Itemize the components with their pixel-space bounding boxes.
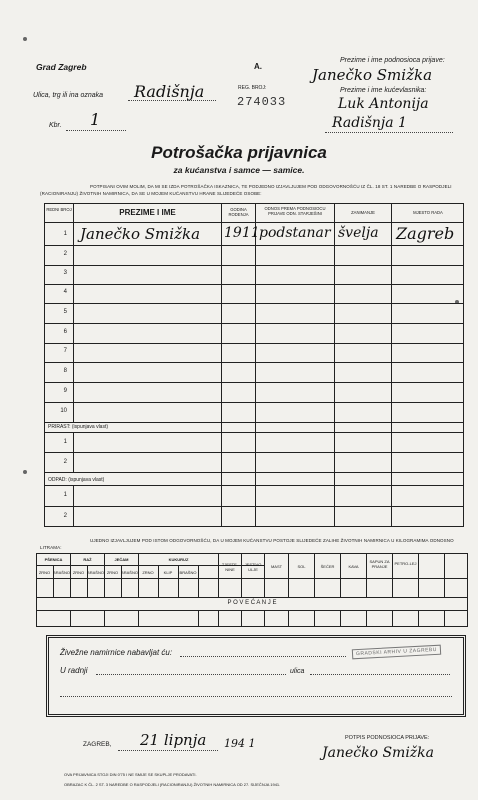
prirast-row-number: 1 xyxy=(63,439,67,445)
street-subline xyxy=(310,674,450,675)
reg-number: 274033 xyxy=(237,95,287,109)
shop-label: U radnji xyxy=(60,666,88,675)
odpad-row-number: 1 xyxy=(63,492,67,498)
form-title: Potrošačka prijavnica xyxy=(151,143,327,162)
stock-header-sol: SOL xyxy=(297,564,306,569)
stock-header-kava: KAVA xyxy=(348,564,359,569)
footer-date: 21 lipnja xyxy=(140,731,207,749)
member-relation: podstanar xyxy=(259,225,331,241)
col-header-name: PREZIME I IME xyxy=(119,208,176,217)
stock-header-secer: ŠEĆER xyxy=(320,564,335,569)
row-number: 8 xyxy=(63,368,67,374)
form-letter: A. xyxy=(254,62,262,71)
stock-header-kukuruz: KUKURUZ xyxy=(168,557,189,562)
city-heading: Grad Zagreb xyxy=(36,62,87,72)
stock-subheader-zrno: ZRNO xyxy=(106,570,119,575)
stock-header-tjestenine: TJESTE-NINE xyxy=(221,562,239,572)
stock-subheader-klip: KLIP xyxy=(163,570,173,575)
reg-label: REG. BROJ: xyxy=(238,85,267,91)
stock-header-mast: MAST xyxy=(270,564,283,569)
intro-text: POTPISANI OVIM MOLIM, DA MI SE IZDA POTROŠAČKA ISKAZNICA, TE PODJEDNO IZJAVLJUJEM POD ODGOVORNOŠĆU IZ ČL. 18 ST. 1 NAREDBE O RASPODJELI (RACIONIRANJU) ŽIVOTNIH NAMIRNICA, DA SE U MOJEM KUĆANSTVU HRANE SLIJEDEĆE OSOBE: xyxy=(40,184,452,196)
kbr-label: Kbr. xyxy=(49,122,62,129)
member-occupation: švelja xyxy=(338,225,379,241)
row-number: 6 xyxy=(63,329,67,335)
stock-header-petrolej: PETRO-LEJ xyxy=(394,561,417,566)
stock-subheader-zrno: ZRNO xyxy=(142,570,154,575)
odpad-label: ODPAD: (ispunjava vlast) xyxy=(48,477,105,483)
col-header-year: GODINA RODENJA xyxy=(228,207,249,217)
shop-line xyxy=(96,674,286,675)
head-label: Prezime i ime kućevlasnika: xyxy=(340,87,427,94)
stock-text: UJEDNO IZJAVLJUJEM POD ISTOM ODGOVORNOŠĆU, DA U MOJEM KUĆANSTVU POSTOJE SLIJEDEĆE ZALIHE ŽIVOTNIH NAMIRNICA U KILOGRAMIMA ODNOSNO LITRAMA: xyxy=(40,538,454,550)
regulation-note: OBRAZAC K ČL. 2 ST. 3 NAREDBE O RASPODJELI (RACIONIRANJU) ŽIVOTNIH NAMIRNICA OD 27. SIJEČNJA 1941. xyxy=(64,782,281,787)
row-number: 3 xyxy=(63,270,67,276)
prirast-label: PRIRAST: (ispunjava vlast) xyxy=(48,424,109,430)
members-table xyxy=(44,203,464,527)
row-number: 10 xyxy=(60,408,67,414)
stock-subheader-brasno: BRAŠNO xyxy=(87,570,104,575)
stock-header-sapun: SAPUN ZA PRANJE xyxy=(369,559,390,569)
price-note: OVA PRIJAVNICA STOJI DIN 0'75 I NE SMIJE SE SKUPLJE PRODAVATI. xyxy=(64,772,197,777)
stock-subheader-zrno: ZRNO xyxy=(72,570,85,575)
form-subtitle: za kućanstva i samce — samice. xyxy=(173,165,305,175)
kbr-value: 1 xyxy=(90,110,101,129)
head-value-1: Luk Antonija xyxy=(338,96,429,112)
punch-hole xyxy=(23,37,27,41)
row-number: 2 xyxy=(63,251,67,257)
row-number: 7 xyxy=(63,348,67,354)
applicant-value: Janečko Smižka xyxy=(312,66,433,84)
supply-line-dots xyxy=(180,656,346,657)
footer-year: 194 1 xyxy=(224,737,256,750)
row-number: 1 xyxy=(63,231,67,237)
stock-subheader-brasno: BRAŠNO xyxy=(121,570,138,575)
street-value: Radišnja xyxy=(134,82,205,101)
applicant-signature: Janečko Smižka xyxy=(322,745,435,761)
archive-stamp: GRADSKI ARHIV U ZAGREBU xyxy=(352,645,441,660)
street-sublabel: ulica xyxy=(290,668,305,675)
date-line xyxy=(118,750,218,751)
stock-header-raz: RAŽ xyxy=(83,557,92,562)
member-name: Janečko Smižka xyxy=(80,225,201,243)
footer-city: ZAGREB, xyxy=(83,741,112,748)
member-year: 1911 xyxy=(224,225,260,241)
street-label: Ulica, trg ili ina oznaka xyxy=(33,92,104,99)
col-header-occupation: ZANIMANJE xyxy=(351,210,375,215)
row-number: 4 xyxy=(63,289,67,295)
stock-subheader-zrno: ZRNO xyxy=(38,570,51,575)
supply-line-label: Živežne namirnice nabavljat ću: xyxy=(60,648,173,657)
col-header-number: REDNI BROJ xyxy=(46,207,72,212)
row-number: 9 xyxy=(63,388,67,394)
extra-line xyxy=(60,696,452,697)
signature-label: POTPIS PODNOSIOCA PRIJAVE: xyxy=(345,735,430,741)
prirast-row-number: 2 xyxy=(63,459,67,465)
kbr-line xyxy=(66,130,126,131)
member-work: Zagreb xyxy=(396,224,455,243)
col-header-work: MJESTO RADA xyxy=(413,210,443,215)
stock-header-ulje: JESTIVO ULJE xyxy=(244,562,262,572)
stock-header-psenica: PŠENICA xyxy=(44,557,63,562)
row-number: 5 xyxy=(63,309,67,315)
stock-subheader-brasno: BRAŠNO xyxy=(53,570,70,575)
odpad-row-number: 2 xyxy=(63,513,67,519)
col-header-relation: ODNOS PREMA PODNOSIOCU PRIJAVE ODN. STARJEŠINI xyxy=(264,206,326,216)
punch-hole xyxy=(23,470,27,474)
stock-header-jecam: JEČAM xyxy=(114,557,129,562)
address-line xyxy=(325,132,453,133)
head-value-2: Radišnja 1 xyxy=(332,115,407,131)
applicant-label: Prezime i ime podnosioca prijave: xyxy=(340,57,445,64)
stock-subheader-brasno: BRAŠNO xyxy=(179,570,197,575)
povecanje-label: P O V E Ć A N J E xyxy=(227,600,277,606)
